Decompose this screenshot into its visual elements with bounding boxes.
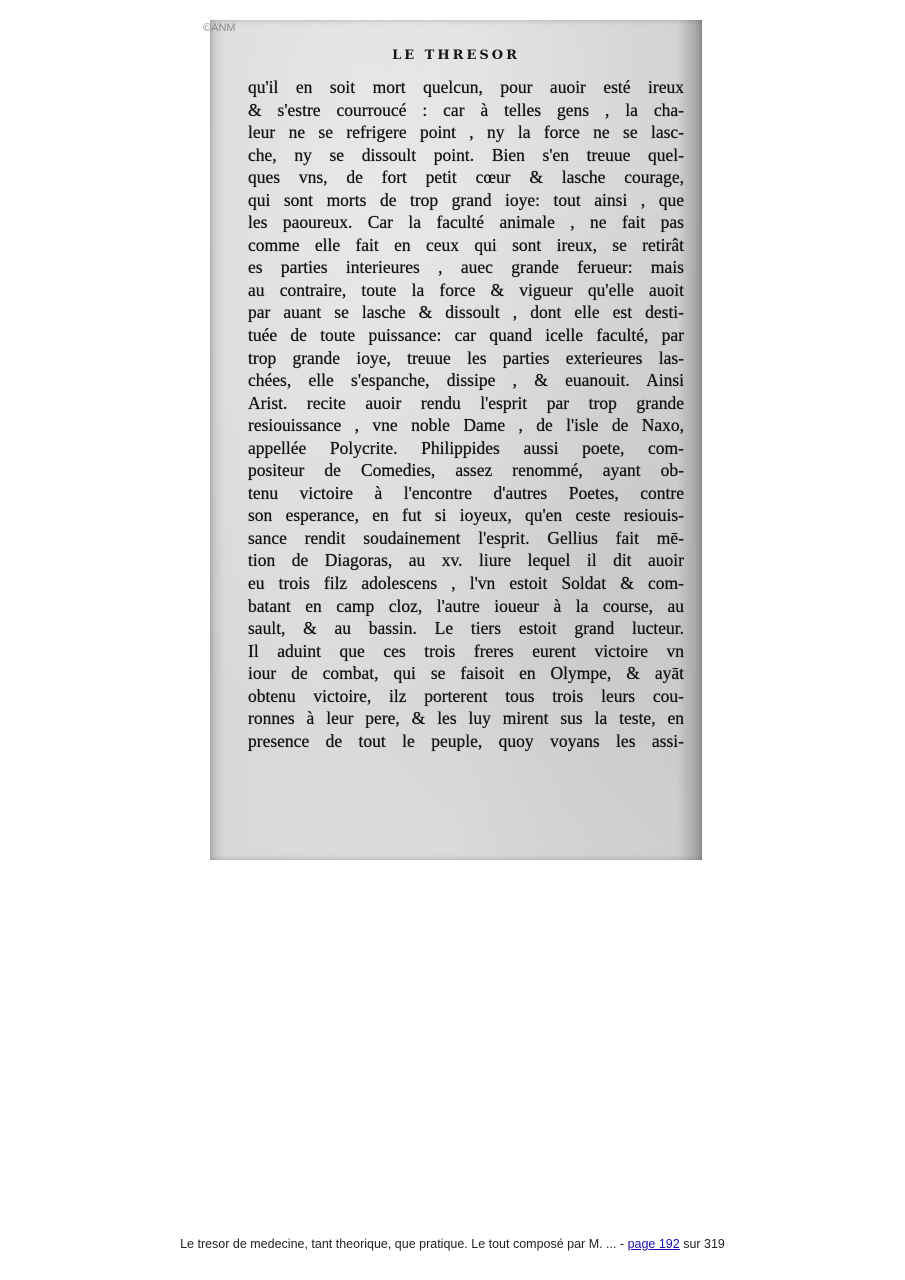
page-text — [248, 76, 684, 752]
text-line: qui sont morts de trop grand ioye: tout ainsi , que — [248, 189, 684, 210]
watermark: ©ANM — [203, 22, 236, 34]
text-line: iour de combat, qui se faisoit en Olympe, & ayāt — [248, 663, 684, 684]
page-caption — [0, 1237, 905, 1251]
scanned-page — [210, 20, 702, 860]
text-line: les paoureux. Car la faculté animale , ne fait pas — [248, 212, 684, 233]
text-line: sault, & au bassin. Le tiers estoit grand lucteur. — [248, 618, 684, 639]
text-line: par auant se lasche & dissoult , dont elle est desti- — [248, 302, 684, 323]
running-head: LE THRESOR — [392, 48, 520, 63]
text-line: positeur de Comedies, assez renommé, ayant ob- — [248, 460, 684, 481]
text-line: trop grande ioye, treuue les parties exterieures las- — [248, 347, 684, 368]
text-line: tion de Diagoras, au xv. liure lequel il dit auoir — [248, 550, 684, 571]
text-line: appellée Polycrite. Philippides aussi poete, com- — [248, 437, 684, 458]
document-title: Le tresor de medecine, tant theorique, que pratique. Le tout composé par M. ... - — [180, 1237, 628, 1251]
text-line: qu'il en soit mort quelcun, pour auoir esté ireux — [248, 77, 684, 97]
text-line: es parties interieures , auec grande ferueur: mais — [248, 257, 684, 278]
text-line: Arist. recite auoir rendu l'esprit par trop grande — [248, 392, 684, 413]
text-line: & s'estre courroucé : car à telles gens , la cha- — [248, 99, 684, 120]
text-line: ques vns, de fort petit cœur & lasche courage, — [248, 167, 684, 188]
text-line: leur ne se refrigere point , ny la force ne se lasc- — [248, 122, 684, 143]
text-line: resiouissance , vne noble Dame , de l'isle de Naxo, — [248, 415, 684, 436]
text-line: tuée de toute puissance: car quand icelle faculté, par — [248, 325, 684, 346]
text-line: Il aduint que ces trois freres eurent victoire vn — [248, 640, 684, 661]
text-line: presence de tout le peuple, quoy voyans les assi- — [248, 730, 684, 751]
text-line: eu trois filz adolescens , l'vn estoit Soldat & com- — [248, 573, 684, 594]
text-line: tenu victoire à l'encontre d'autres Poetes, contre — [248, 482, 684, 503]
text-line: ronnes à leur pere, & les luy mirent sus la teste, en — [248, 708, 684, 729]
text-line: comme elle fait en ceux qui sont ireux, se retirât — [248, 234, 684, 255]
text-line: batant en camp cloz, l'autre ioueur à la course, au — [248, 595, 684, 616]
text-line: chées, elle s'espanche, dissipe , & euanouit. Ainsi — [248, 370, 684, 391]
text-line: au contraire, toute la force & vigueur qu'elle auoit — [248, 279, 684, 300]
text-line: son esperance, en fut si ioyeux, qu'en ceste resiouis- — [248, 505, 684, 526]
page-link[interactable]: page 192 — [627, 1237, 680, 1251]
text-line: che, ny se dissoult point. Bien s'en treuue quel- — [248, 144, 684, 165]
text-line: obtenu victoire, ilz porterent tous trois leurs cou- — [248, 685, 684, 706]
page-count: sur 319 — [679, 1237, 725, 1251]
text-line: sance rendit soudainement l'esprit. Gellius fait mē- — [248, 527, 684, 548]
